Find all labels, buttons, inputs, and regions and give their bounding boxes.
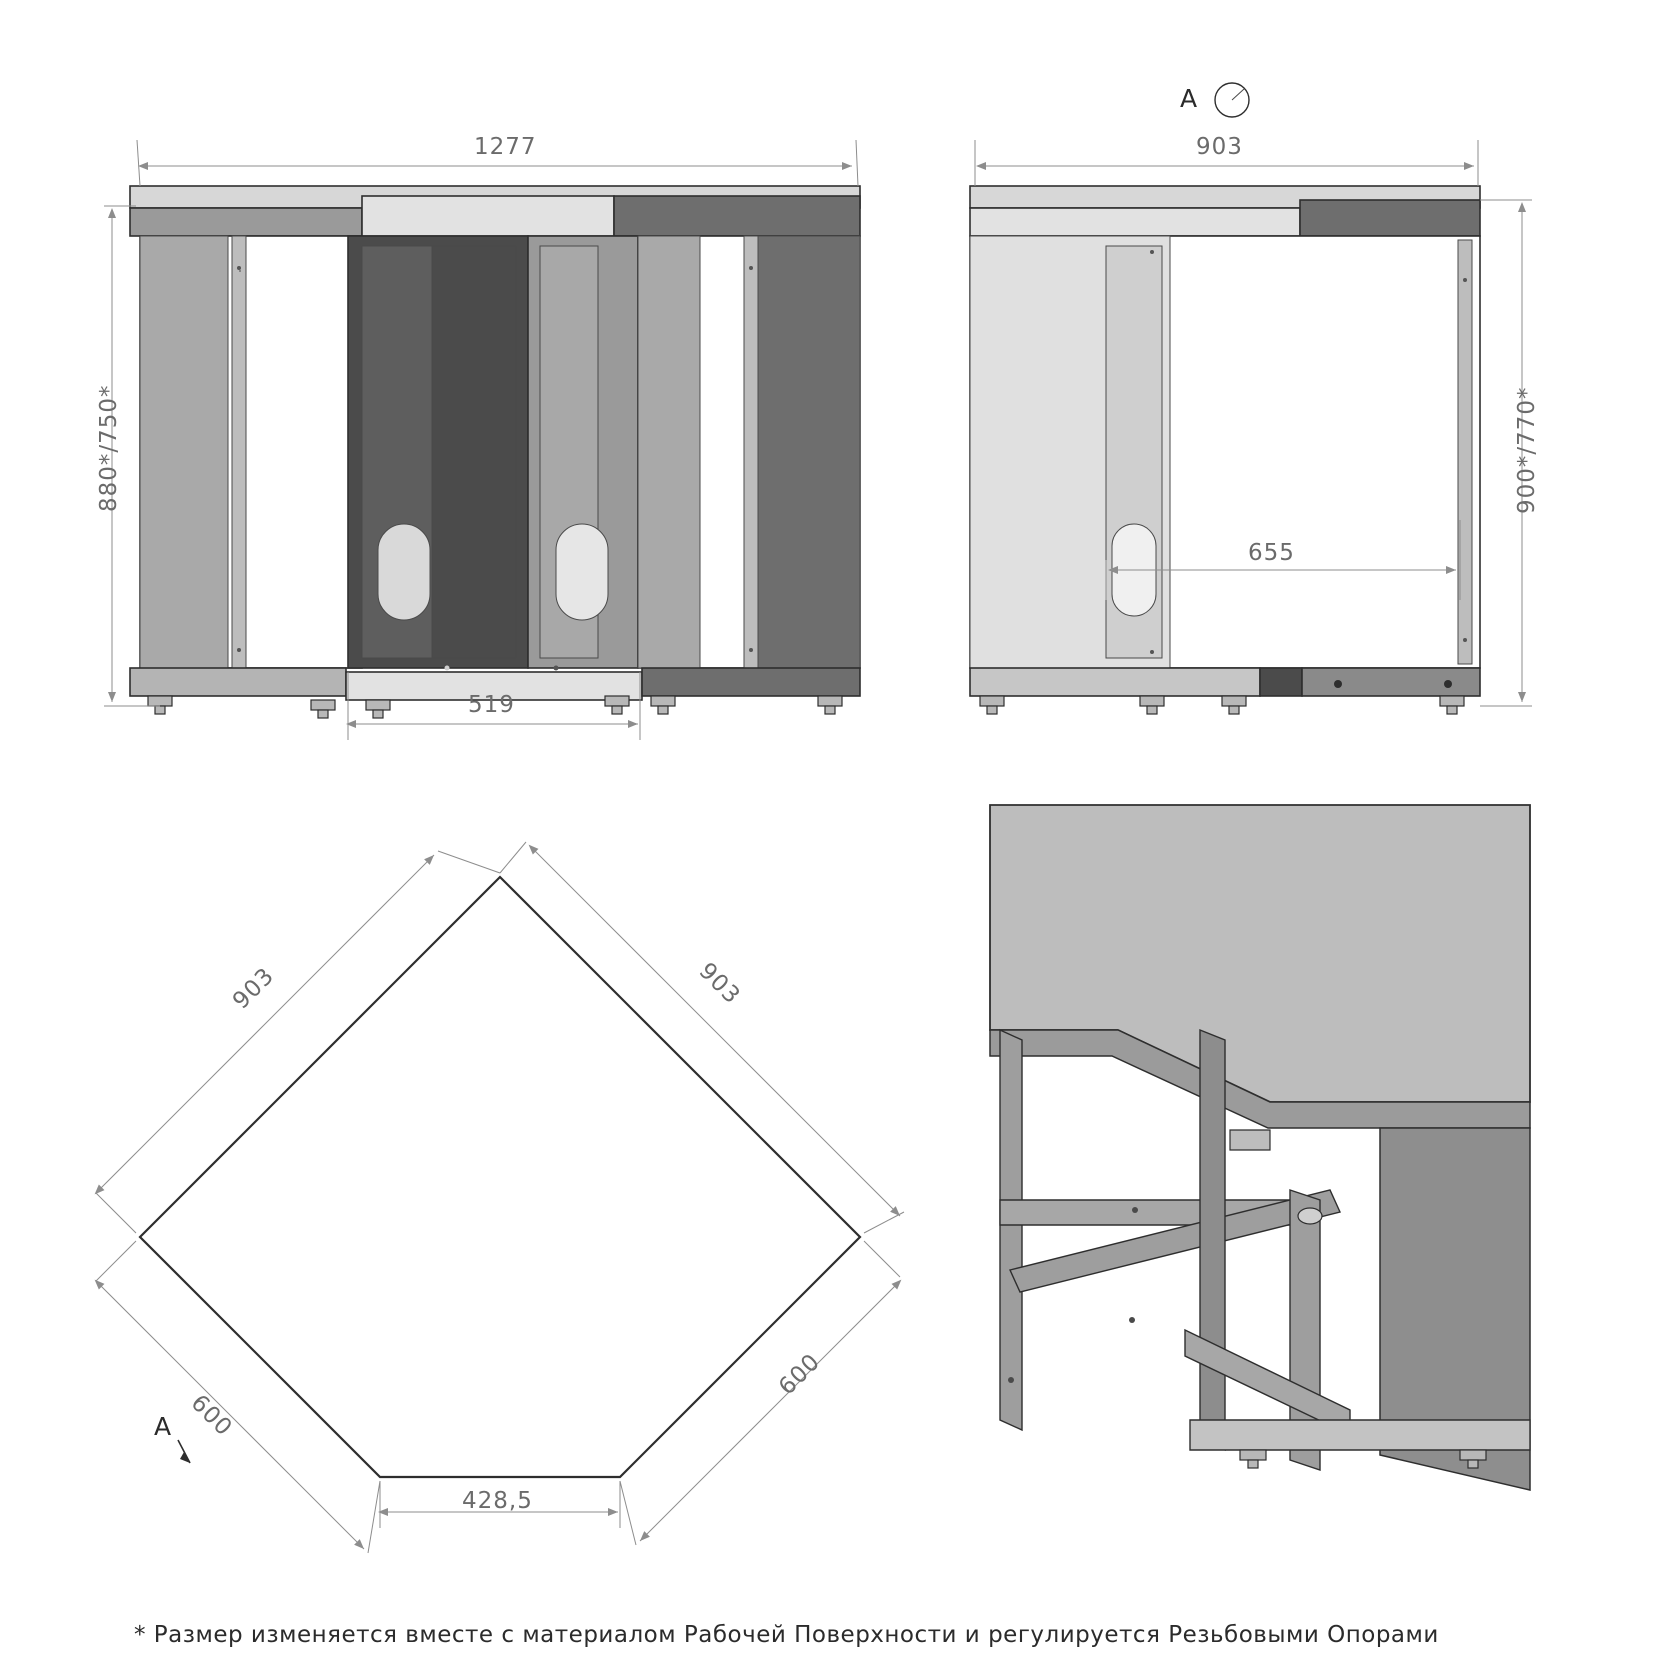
front-inner-dim: 519	[468, 692, 515, 718]
front-elevation-geometry	[130, 186, 860, 718]
side-elevation-geometry	[970, 186, 1480, 714]
side-height-dim: 900*/770*	[1514, 386, 1540, 514]
plan-front-edge-dim: 428,5	[462, 1488, 533, 1514]
side-inner-dim: 655	[1248, 540, 1295, 566]
front-height-dim: 880*/750*	[96, 384, 122, 512]
side-width-dim: 903	[1196, 134, 1243, 160]
plan-edge-right-dim: 903	[693, 958, 746, 1010]
plan-edge-left-dim: 903	[228, 962, 280, 1015]
isometric-geometry	[990, 805, 1530, 1490]
plan-edge-lower-left-dim: 600	[185, 1390, 238, 1442]
footnote: * Размер изменяется вместе с материалом Рабочей Поверхности и регулируется Резьбовыми Опорами	[134, 1622, 1439, 1648]
section-marker-top-label: A	[1180, 84, 1198, 113]
front-width-dim: 1277	[474, 134, 537, 160]
top-plan-geometry	[96, 842, 904, 1553]
plan-edge-lower-right-dim: 600	[774, 1348, 826, 1401]
section-marker-plan-label: A	[154, 1412, 172, 1441]
